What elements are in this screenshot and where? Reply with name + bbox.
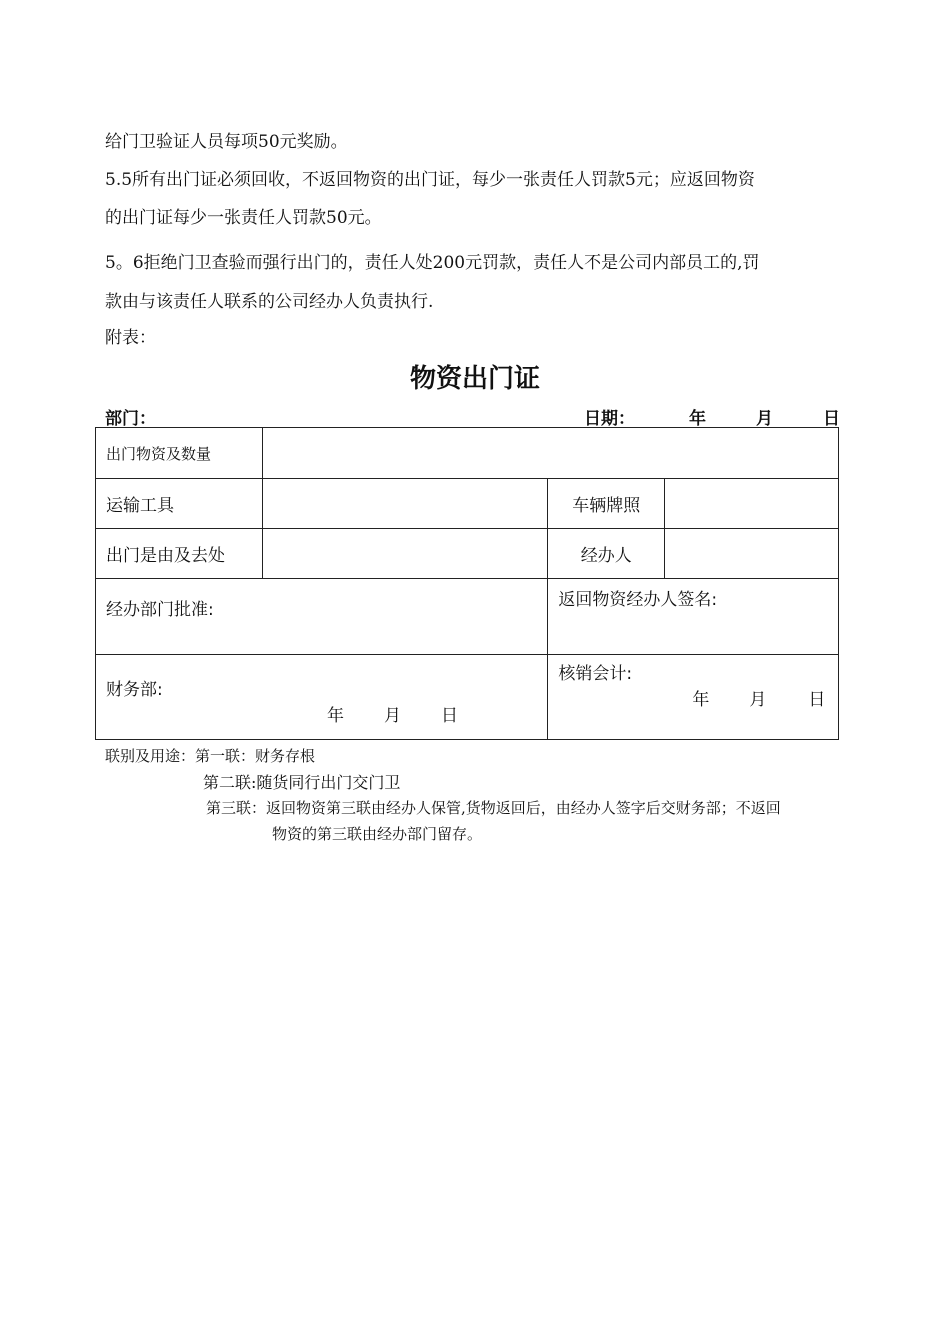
date-month: 月: [756, 409, 773, 429]
write-off-cell[interactable]: [548, 655, 839, 740]
return-sign-cell[interactable]: [548, 579, 839, 655]
dept-approval-cell[interactable]: [96, 579, 548, 655]
paragraph-5-6-line1: 5。6拒绝门卫查验而强行出门的，责任人处200元罚款，责任人不是公司内部员工的,罚: [105, 253, 760, 273]
copy-usage-note-1: 联别及用途：第一联：财务存根: [105, 747, 316, 765]
copy-usage-note-3-line1: 第三联：返回物资第三联由经办人保管,货物返回后，由经办人签字后交财务部；不返回: [206, 799, 781, 817]
date-year: 年: [689, 409, 706, 429]
finance-month: 月: [384, 706, 401, 726]
attachment-label: 附表：: [105, 328, 156, 348]
date-day: 日: [823, 409, 840, 429]
form-title: 物资出门证: [409, 364, 540, 394]
write-off-month: 月: [749, 690, 767, 710]
write-off-day: 日: [808, 690, 826, 710]
write-off-year: 年: [692, 690, 710, 710]
goods-quantity-field[interactable]: [262, 428, 838, 479]
date-label: 日期：: [584, 409, 635, 429]
copy-usage-note-3-line2: 物资的第三联由经办部门留存。: [272, 825, 483, 843]
finance-day: 日: [441, 706, 458, 726]
dept-label: 部门：: [105, 409, 156, 429]
paragraph-5-6-line2: 款由与该责任人联系的公司经办人负责执行.: [105, 292, 434, 312]
copy-usage-note-2: 第二联:随货同行出门交门卫: [203, 773, 401, 792]
write-off-label: 核销会计:: [558, 664, 633, 684]
finance-year: 年: [327, 706, 344, 726]
goods-quantity-label: 出门物资及数量: [96, 428, 263, 479]
paragraph-5-5-line2: 的出门证每少一张责任人罚款50元。: [105, 208, 382, 228]
dept-approval-label: 经办部门批准:: [106, 600, 214, 620]
finance-cell[interactable]: [96, 655, 548, 740]
plate-field[interactable]: [665, 479, 839, 529]
return-sign-label: 返回物资经办人签名:: [558, 590, 718, 610]
paragraph-reward: 给门卫验证人员每项50元奖励。: [105, 132, 348, 152]
reason-destination-label: 出门是由及去处: [96, 529, 263, 579]
transport-field[interactable]: [262, 479, 548, 529]
reason-destination-field[interactable]: [262, 529, 548, 579]
handler-label: 经办人: [548, 529, 665, 579]
exit-permit-form: [95, 427, 839, 740]
plate-label: 车辆牌照: [548, 479, 665, 529]
finance-label: 财务部:: [106, 680, 163, 700]
transport-label: 运输工具: [96, 479, 263, 529]
paragraph-5-5-line1: 5.5所有出门证必须回收，不返回物资的出门证，每少一张责任人罚款5元；应返回物资: [105, 170, 755, 190]
handler-field[interactable]: [665, 529, 839, 579]
